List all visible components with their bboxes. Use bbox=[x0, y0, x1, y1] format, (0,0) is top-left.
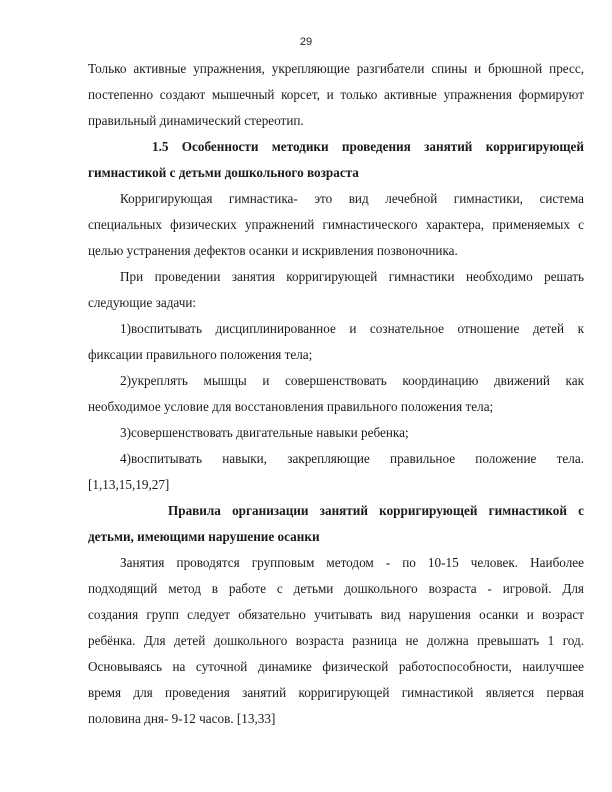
text-line: Только активные упражнения, укрепляющие разгибатели спины и брюшной пресс, bbox=[88, 61, 584, 76]
heading-line: Правила организации занятий корригирующей гимнастикой с bbox=[168, 503, 584, 518]
text-line: подходящий метод в работе с детьми дошкольного возраста - игровой. Для bbox=[88, 581, 584, 596]
list-item bbox=[88, 368, 584, 420]
text-line: 2)укреплять мышцы и совершенствовать координацию движений как bbox=[120, 373, 584, 388]
paragraph bbox=[88, 186, 584, 264]
text-line: Корригирующая гимнастика- это вид лечебной гимнастики, система bbox=[120, 191, 584, 206]
text-line: постепенно создают мышечный корсет, и только активные упражнения формируют bbox=[88, 87, 584, 102]
text-line: следующие задачи: bbox=[88, 295, 197, 310]
list-item bbox=[88, 316, 584, 368]
text-line: ребёнка. Для детей дошкольного возраста разница не должна превышать 1 год. bbox=[88, 633, 584, 648]
text-line: целью устранения дефектов осанки и искривления позвоночника. bbox=[88, 243, 458, 258]
heading-line: 1.5 Особенности методики проведения занятий корригирующей bbox=[152, 139, 584, 154]
page-number: 29 bbox=[299, 36, 313, 48]
text-line: половина дня- 9-12 часов. [13,33] bbox=[88, 711, 276, 726]
text-line: 3)совершенствовать двигательные навыки ребенка; bbox=[120, 425, 409, 440]
heading-line: детьми, имеющими нарушение осанки bbox=[88, 529, 320, 544]
text-line: Основываясь на суточной динамике физической работоспособности, наилучшее bbox=[88, 659, 584, 674]
text-line: При проведении занятия корригирующей гимнастики необходимо решать bbox=[120, 269, 584, 284]
list-item bbox=[88, 446, 584, 498]
text-line: создания групп следует обязательно учитывать вид нарушения осанки и возраст bbox=[88, 607, 584, 622]
paragraph bbox=[88, 550, 584, 732]
paragraph bbox=[88, 56, 584, 134]
text-line: фиксации правильного положения тела; bbox=[88, 347, 313, 362]
text-line: 4)воспитывать навыки, закрепляющие правильное положение тела. bbox=[120, 451, 584, 466]
text-line: необходимое условие для восстановления правильного положения тела; bbox=[88, 399, 494, 414]
text-line: Занятия проводятся групповым методом - по 10-15 человек. Наиболее bbox=[120, 555, 584, 570]
document-body bbox=[88, 56, 584, 732]
heading-line: гимнастикой с детьми дошкольного возраста bbox=[88, 165, 359, 180]
text-line: время для проведения занятий корригирующей гимнастикой является первая bbox=[88, 685, 584, 700]
text-line: правильный динамический стереотип. bbox=[88, 113, 304, 128]
section-heading bbox=[88, 498, 584, 550]
list-item bbox=[88, 420, 584, 446]
text-line: [1,13,15,19,27] bbox=[88, 477, 170, 492]
text-line: специальных физических упражнений гимнастического характера, применяемых с bbox=[88, 217, 584, 232]
paragraph bbox=[88, 264, 584, 316]
text-line: 1)воспитывать дисциплинированное и сознательное отношение детей к bbox=[120, 321, 584, 336]
section-heading bbox=[88, 134, 584, 186]
